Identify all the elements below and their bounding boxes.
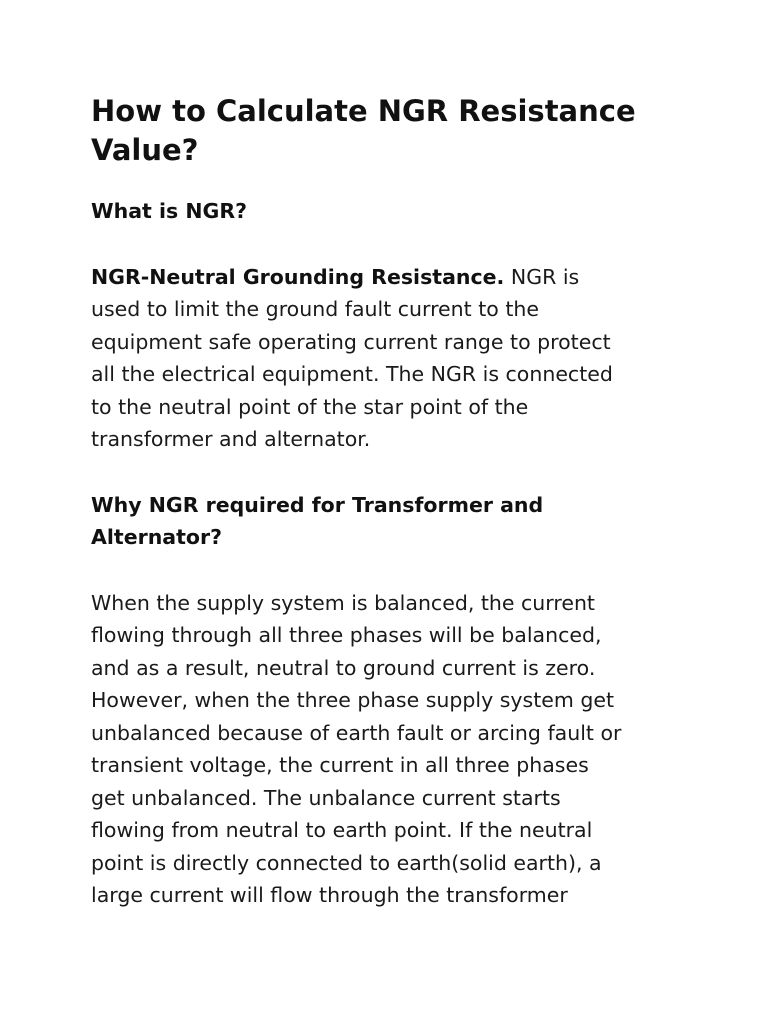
paragraph-ngr-definition bbox=[91, 261, 691, 456]
section-heading-why-ngr-required: Why NGR required for Transformer and Alternator? bbox=[91, 492, 544, 549]
ngr-definition-lead: NGR-Neutral Grounding Resistance. bbox=[91, 264, 505, 289]
document-page bbox=[91, 92, 691, 912]
section-heading-what-is-ngr: What is NGR? bbox=[91, 199, 248, 223]
ngr-definition-body: NGR is used to limit the ground fault current to the equipment safe operating current range to protect all the electrical equipment. The NGR is connected to the neutral point of the star point of the transformer and alternator. bbox=[91, 264, 613, 451]
page-title: How to Calculate NGR Resistance Value? bbox=[91, 94, 636, 167]
paragraph-why-ngr-required: When the supply system is balanced, the current flowing through all three phases will be balanced, and as a result, neutral to ground current is zero. However, when the three phase supply system get unbalanced because of earth fault or arcing fault or transient voltage, the current in all three phases get unbalanced. The unbalance current starts flowing from neutral to earth point. If the neutral point is directly connected to earth(solid earth), a large current will flow through the transformer bbox=[91, 590, 622, 907]
